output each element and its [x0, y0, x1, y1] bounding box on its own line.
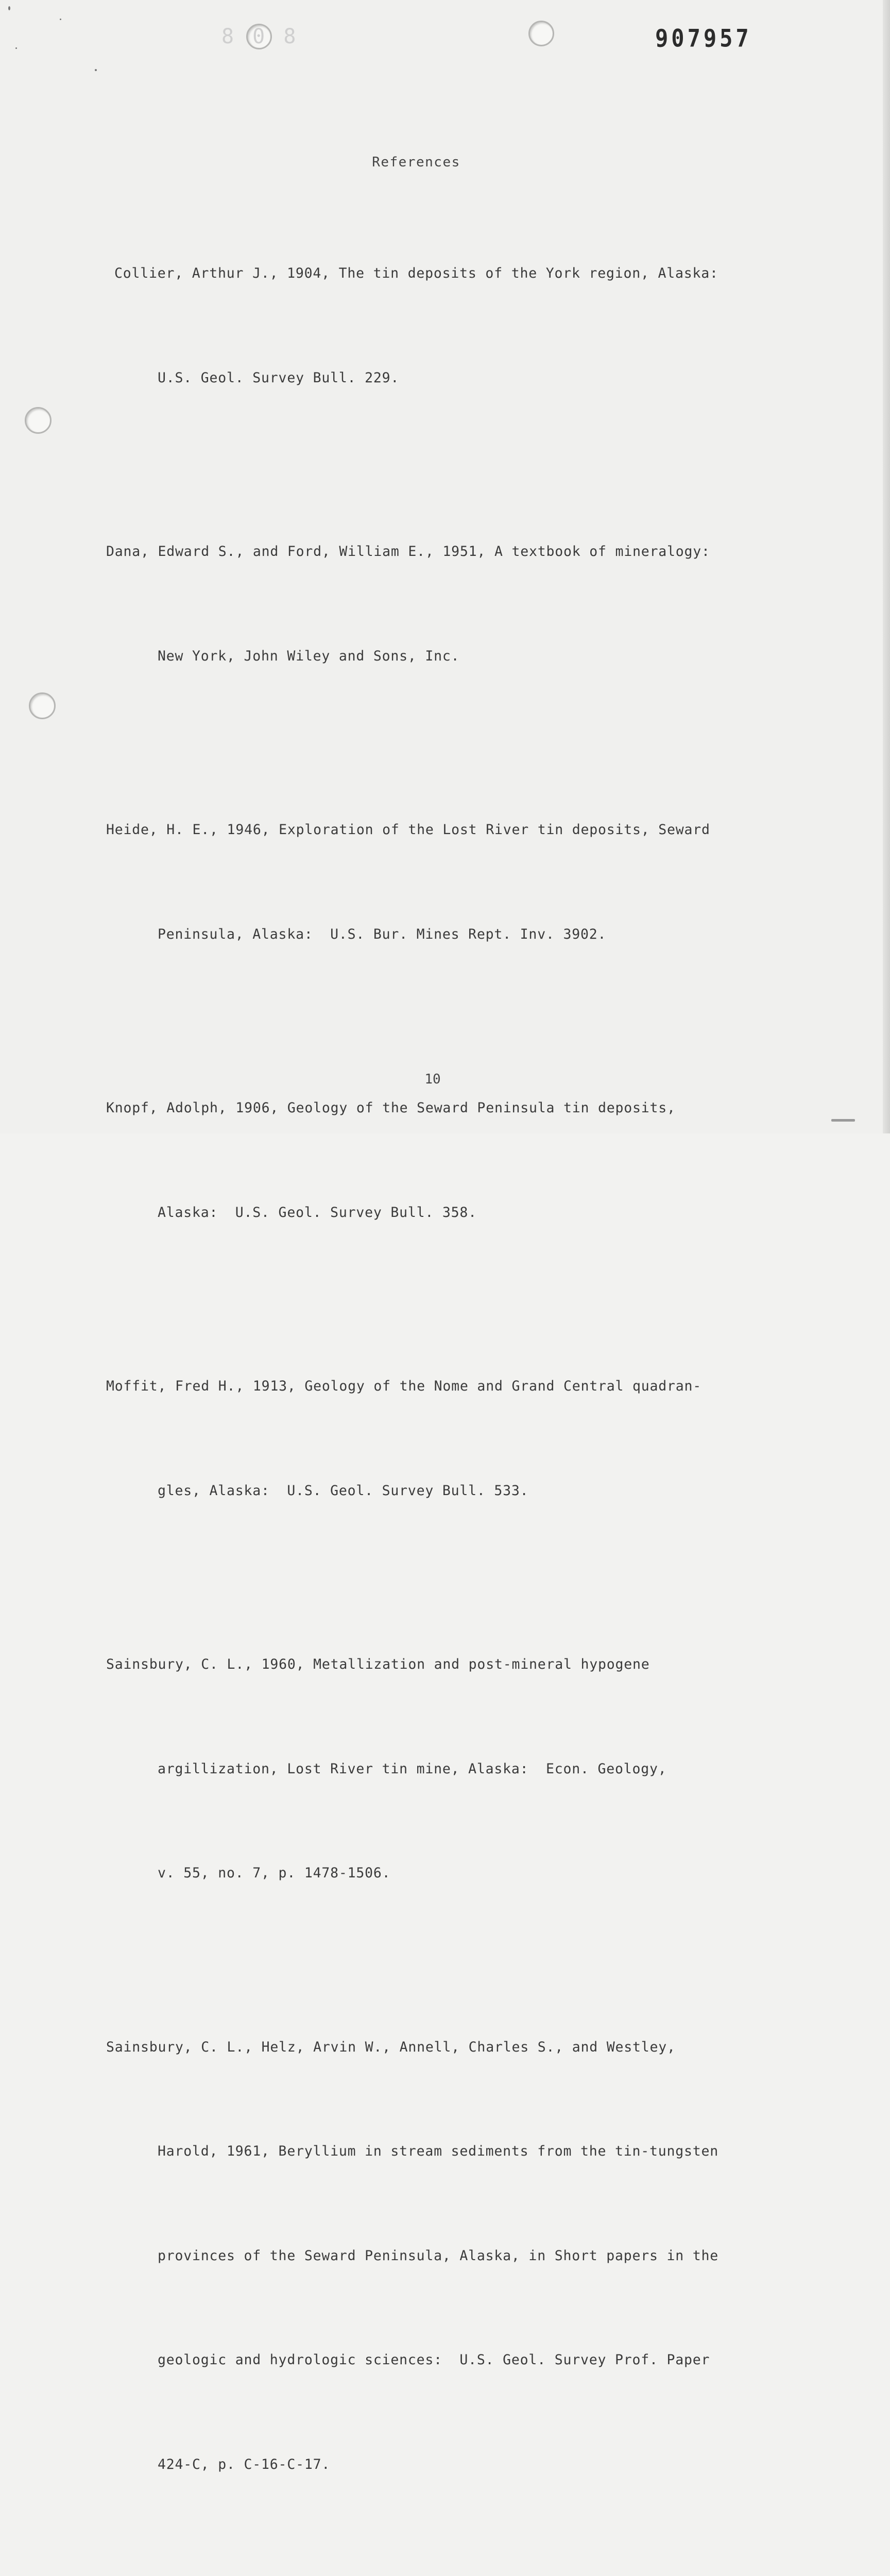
reference-line: New York, John Wiley and Sons, Inc. [158, 648, 460, 664]
paper-speck [15, 47, 17, 49]
reference-line: v. 55, no. 7, p. 1478-1506. [158, 1865, 391, 1881]
paper-speck [60, 19, 61, 20]
punch-hole-top-right [528, 21, 554, 46]
document-number-stamp: 907957 [655, 24, 752, 53]
paper-speck [8, 6, 10, 10]
references-list [106, 187, 734, 2576]
reference-entry [106, 187, 734, 465]
reference-line: provinces of the Seward Peninsula, Alaska, in Short papers in the [158, 2247, 719, 2264]
reference-entry [106, 1960, 734, 2552]
reference-line: Peninsula, Alaska: U.S. Bur. Mines Rept. Inv. 3902. [158, 926, 607, 942]
punch-hole-left-upper [25, 407, 52, 434]
page-edge-shadow [883, 0, 890, 1133]
reference-line: Alaska: U.S. Geol. Survey Bull. 358. [158, 1204, 477, 1221]
reference-line: argillization, Lost River tin mine, Alaska: Econ. Geology, [158, 1760, 667, 1777]
reference-line: Collier, Arthur J., 1904, The tin deposits of the York region, Alaska: [114, 265, 718, 281]
paper-speck [95, 69, 97, 71]
reference-line: Moffit, Fred H., 1913, Geology of the Nome and Grand Central quadran- [106, 1378, 702, 1394]
reference-line: 424-C, p. C-16-C-17. [158, 2456, 331, 2472]
reference-line: Knopf, Adolph, 1906, Geology of the Seward Peninsula tin deposits, [106, 1100, 676, 1116]
faint-stamp-number: 8 0 8 [221, 25, 299, 48]
reference-line: Heide, H. E., 1946, Exploration of the Lost River tin deposits, Seward [106, 822, 710, 838]
reference-entry [106, 1578, 734, 1960]
references-heading: References [372, 155, 460, 170]
reference-entry [106, 1299, 734, 1578]
reference-entry [106, 465, 734, 743]
reference-line: Dana, Edward S., and Ford, William E., 1951, A textbook of mineralogy: [106, 544, 710, 560]
reference-entry [106, 743, 734, 1021]
reference-entry [106, 2551, 734, 2576]
reference-entry [106, 1021, 734, 1299]
reference-line: Harold, 1961, Beryllium in stream sediments from the tin-tungsten [158, 2143, 719, 2159]
reference-line: Sainsbury, C. L., Helz, Arvin W., Annell, Charles S., and Westley, [106, 2039, 676, 2055]
reference-line: geologic and hydrologic sciences: U.S. Geol. Survey Prof. Paper [158, 2352, 710, 2368]
punch-hole-left-lower [29, 692, 56, 719]
edge-mark [831, 1119, 855, 1122]
reference-line: U.S. Geol. Survey Bull. 229. [158, 369, 400, 386]
reference-line: Sainsbury, C. L., 1960, Metallization and post-mineral hypogene [106, 1656, 650, 1672]
reference-line: gles, Alaska: U.S. Geol. Survey Bull. 533. [158, 1482, 529, 1499]
page-number: 10 [424, 1072, 441, 1087]
